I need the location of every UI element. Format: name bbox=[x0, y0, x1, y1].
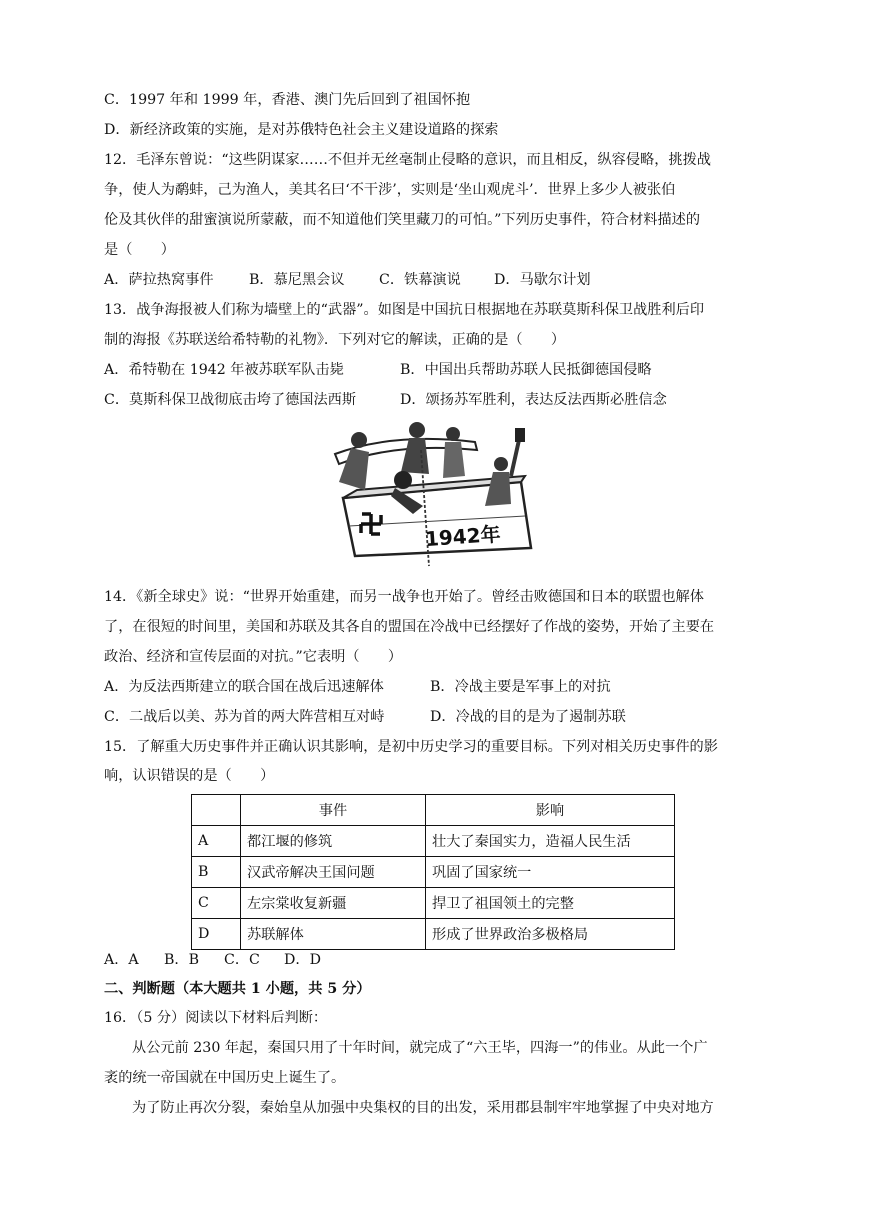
table-header-cell bbox=[192, 795, 241, 826]
q14-option-a: A．为反法西斯建立的联合国在战后迅速解体 bbox=[104, 679, 384, 695]
poster-year-label: 1942年 bbox=[424, 521, 502, 552]
q15-stem-line2: 响，认识错误的是（ ） bbox=[104, 768, 275, 784]
poster-illustration bbox=[325, 420, 547, 568]
table-row bbox=[192, 888, 675, 919]
q12-option-d: D．马歇尔计划 bbox=[494, 272, 591, 288]
table-cell: 汉武帝解决王国问题 bbox=[241, 857, 426, 888]
table-cell: B bbox=[192, 857, 241, 888]
q12-stem-line3: 伦及其伙伴的甜蜜演说所蒙蔽，而不知道他们笑里藏刀的可怕。”下列历史事件，符合材料描述的 bbox=[104, 212, 701, 228]
q15-stem-line1: 15．了解重大历史事件并正确认识其影响，是初中历史学习的重要目标。下列对相关历史事件的影 bbox=[104, 739, 718, 755]
table-cell: 巩固了国家统一 bbox=[426, 857, 675, 888]
q15-option-b: B．B bbox=[164, 952, 200, 968]
q12-option-b: B．慕尼黑会议 bbox=[249, 272, 345, 288]
table-cell: D bbox=[192, 919, 241, 950]
q13-option-a: A．希特勒在 1942 年被苏联军队击毙 bbox=[104, 362, 344, 378]
q12-options bbox=[104, 270, 591, 290]
q14-options-ab bbox=[104, 677, 611, 697]
q14-option-c: C．二战后以美、苏为首的两大阵营相互对峙 bbox=[104, 709, 385, 725]
q14-stem-line3: 政治、经济和宣传层面的对抗。”它表明（ ） bbox=[104, 649, 403, 665]
q14-option-b: B．冷战主要是军事上的对抗 bbox=[430, 679, 611, 695]
q15-option-a: A．A bbox=[104, 952, 139, 968]
table-cell: A bbox=[192, 826, 241, 857]
table-row bbox=[192, 826, 675, 857]
q12-stem-line2: 争，使人为鹬蚌，己为渔人，美其名曰‘不干涉’，实则是‘坐山观虎斗’．世界上多少人被张伯 bbox=[104, 182, 676, 198]
table-cell: 壮大了秦国实力，造福人民生活 bbox=[426, 826, 675, 857]
q13-options-cd bbox=[104, 390, 667, 410]
table-header-row bbox=[192, 795, 675, 826]
events-table bbox=[191, 794, 675, 950]
q13-stem-line2: 制的海报《苏联送给希特勒的礼物》．下列对它的解读，正确的是（ ） bbox=[104, 332, 566, 348]
table-cell: C bbox=[192, 888, 241, 919]
q13-option-c: C．莫斯科保卫战彻底击垮了德国法西斯 bbox=[104, 392, 357, 408]
q13-stem-line1: 13．战争海报被人们称为墙壁上的“武器”。如图是中国抗日根据地在苏联莫斯科保卫战胜利后印 bbox=[104, 302, 705, 318]
table-cell: 形成了世界政治多极格局 bbox=[426, 919, 675, 950]
q16-stem: 16．（5 分）阅读以下材料后判断： bbox=[104, 1010, 328, 1026]
table-cell: 苏联解体 bbox=[241, 919, 426, 950]
q14-stem-line2: 了，在很短的时间里，美国和苏联及其各自的盟国在冷战中已经摆好了作战的姿势，开始了主要在 bbox=[104, 619, 715, 635]
table-cell: 都江堰的修筑 bbox=[241, 826, 426, 857]
table-cell: 左宗棠收复新疆 bbox=[241, 888, 426, 919]
table-header-cell: 影响 bbox=[426, 795, 675, 826]
section-heading: 二、判断题（本大题共 1 小题，共 5 分） bbox=[104, 981, 371, 997]
poster-image bbox=[325, 420, 547, 568]
table-header-cell: 事件 bbox=[241, 795, 426, 826]
q15-option-d: D．D bbox=[284, 952, 321, 968]
q15-options bbox=[104, 950, 321, 970]
q16-para1-line2: 袤的统一帝国就在中国历史上诞生了。 bbox=[104, 1070, 346, 1086]
q13-option-d: D．颂扬苏军胜利，表达反法西斯必胜信念 bbox=[400, 392, 667, 408]
q16-para2-line1: 为了防止再次分裂，秦始皇从加强中央集权的目的出发，采用郡县制牢牢地掌握了中央对地方 bbox=[132, 1100, 714, 1116]
q12-option-c: C．铁幕演说 bbox=[379, 272, 461, 288]
q16-para1-line1: 从公元前 230 年起，秦国只用了十年时间，就完成了“六王毕，四海一”的伟业。从此一个广 bbox=[132, 1040, 708, 1056]
table-row bbox=[192, 919, 675, 950]
q13-options-ab bbox=[104, 360, 652, 380]
q11-option-c: C．1997 年和 1999 年，香港、澳门先后回到了祖国怀抱 bbox=[104, 92, 471, 108]
q12-stem-line4: 是（ ） bbox=[104, 242, 175, 258]
q12-option-a: A．萨拉热窝事件 bbox=[104, 272, 214, 288]
q12-stem-line1: 12．毛泽东曾说：“这些阴谋家……不但并无丝毫制止侵略的意识，而且相反，纵容侵略，挑拨战 bbox=[104, 152, 711, 168]
q14-options-cd bbox=[104, 707, 626, 727]
q14-stem-line1: 14．《新全球史》说：“世界开始重建，而另一战争也开始了。曾经击败德国和日本的联盟也解体 bbox=[104, 589, 704, 605]
q15-option-c: C．C bbox=[224, 952, 260, 968]
q11-option-d: D．新经济政策的实施，是对苏俄特色社会主义建设道路的探索 bbox=[104, 122, 499, 138]
table-cell: 捍卫了祖国领土的完整 bbox=[426, 888, 675, 919]
q13-option-b: B．中国出兵帮助苏联人民抵御德国侵略 bbox=[400, 362, 652, 378]
table-row bbox=[192, 857, 675, 888]
q14-option-d: D．冷战的目的是为了遏制苏联 bbox=[430, 709, 626, 725]
